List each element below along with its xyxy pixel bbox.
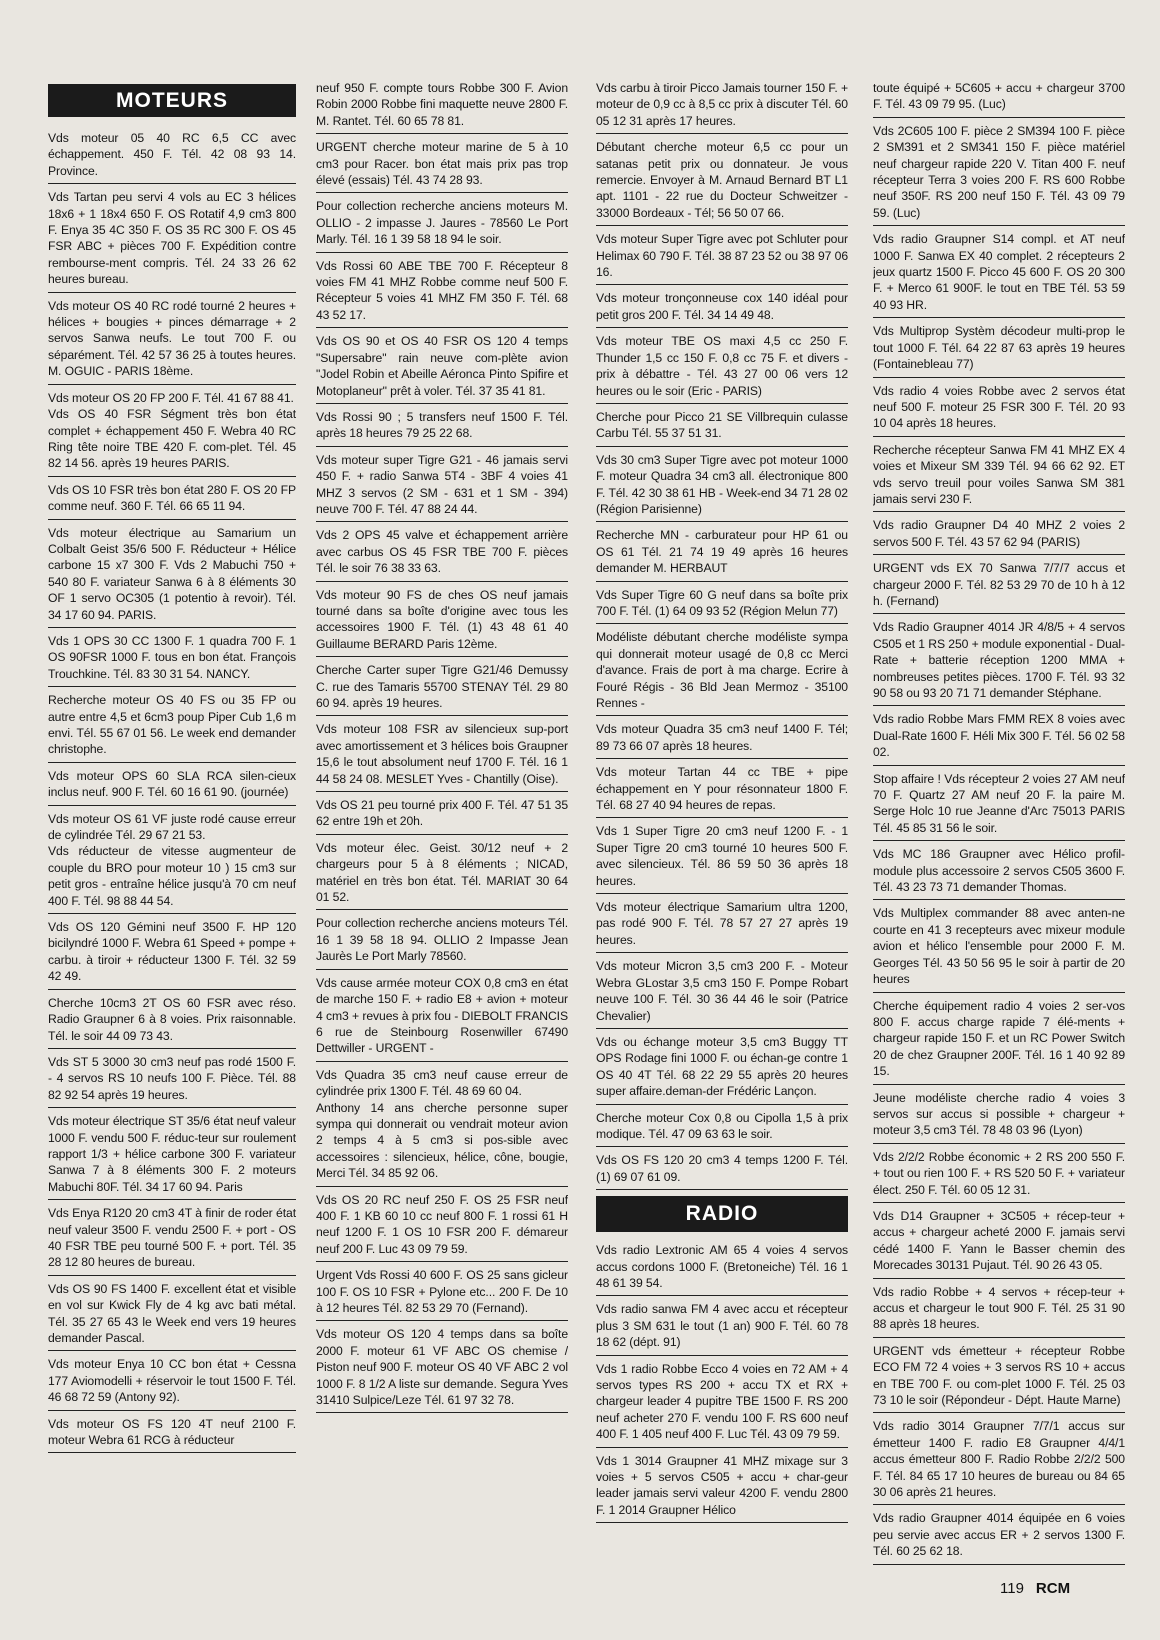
classified-ad: Vds moteur électrique ST 35/6 état neuf valeur 1000 F. vendu 500 F. réduc-teur sur roulement rapport 1/3 + hélice carbone 300 F. variateur Sanwa 7 à 8 éléments 300 F. 2 moteurs Mabuchi 80F. Tél. 34 17 60 94. Paris <box>48 1111 296 1200</box>
classified-ad: Modéliste débutant cherche modéliste sympa qui donnerait moteur usagé de 0,8 cc Merci d'avance. Frais de port à ma charge. Ecrire à Fouré Régis - 36 Bld Jean Mermoz - 35100 Rennes - <box>596 627 848 716</box>
ads-list <box>873 78 1125 1565</box>
page-number: 119 <box>1000 1580 1024 1597</box>
ads-list-radio <box>596 1240 848 1523</box>
classified-ad: Vds radio Lextronic AM 65 4 voies 4 servos accus cordons 1000 F. (Bretoneiche) Tél. 16 1 48 61 39 54. <box>596 1240 848 1296</box>
classified-ad: Cherche Carter super Tigre G21/46 Demussy C. rue des Tamaris 55700 STENAY Tél. 29 80 60 94. après 19 heures. <box>316 660 568 716</box>
classified-ad: Vds radio 4 voies Robbe avec 2 servos état neuf 500 F. moteur 25 FSR 300 F. Tél. 20 93 10 04 après 18 heures. <box>873 381 1125 437</box>
classified-ad: Recherche récepteur Sanwa FM 41 MHZ EX 4 voies et Mixeur SM 339 Tél. 94 66 62 92. ET vds servo treuil pour voiles Sanwa SM 381 jamais servi 230 F. <box>873 440 1125 513</box>
classified-ad: Pour collection recherche anciens moteurs M. OLLIO - 2 impasse J. Jaures - 78560 Le Port Marly. Tél. 16 1 39 58 18 94 le soir. <box>316 196 568 252</box>
classified-ad: Vds Rossi 90 ; 5 transfers neuf 1500 F. Tél. après 18 heures 79 25 22 68. <box>316 407 568 447</box>
classified-ad: Vds radio Graupner 4014 équipée en 6 voies peu servie avec accus ER + 2 servos 1300 F. Tél. 60 25 62 18. <box>873 1508 1125 1564</box>
classified-ad: Cherche pour Picco 21 SE Villbrequin culasse Carbu Tél. 55 37 51 31. <box>596 407 848 447</box>
classified-ad: Débutant cherche moteur 6,5 cc pour un satanas petit prix ou donnateur. Je vous remercie. Envoyer à M. Arnaud Bernard BT L1 apt. 1101 - 22 rue du Docteur Schweitzer - 33000 Bordeaux - Tél; 56 50 07 66. <box>596 137 848 226</box>
classified-ad: URGENT vds émetteur + récepteur Robbe ECO FM 72 4 voies + 3 servos RS 10 + accus en TBE 700 F. ou com-plet 1000 F. Tél. 25 03 73 10 le soir (Répondeur - Dépt. Haute Marne) <box>873 1341 1125 1414</box>
classified-ad: Vds carbu à tiroir Picco Jamais tourner 150 F. + moteur de 0,9 cc à 8,5 cc prix à discuter Tél. 60 05 12 31 après 17 heures. <box>596 78 848 134</box>
classified-ad: Vds radio Graupner S14 compl. et AT neuf 1000 F. Sanwa EX 40 complet. 2 récepteurs 2 jeux quartz 1500 F. Picco 45 600 F. OS 20 300 F. + Merco 61 900F. le tout en TBE Tél. 53 59 40 93 HR. <box>873 229 1125 318</box>
classified-ad: toute équipé + 5C605 + accu + chargeur 3700 F. Tél. 43 09 79 95. (Luc) <box>873 78 1125 118</box>
classified-ad: Vds radio Robbe + 4 servos + récep-teur + accus et chargeur le tout 900 F. Tél. 25 31 90 88 après 18 heures. <box>873 1282 1125 1338</box>
classified-ad: Vds Quadra 35 cm3 neuf cause erreur de cylindrée prix 1300 F. Tél. 48 69 60 04. Anthony 14 ans cherche personne super sympa qui donnerait ou vendrait moteur avion 2 temps 4 à 5 cm3 si pos-sible avec accessoires : silencieux, hélice, cône, bougie, Merci Tél. 34 85 92 06. <box>316 1065 568 1187</box>
classified-ad: Vds Radio Graupner 4014 JR 4/8/5 + 4 servos C505 et 1 RS 250 + module exponential - Dual-Rate + batterie réception 1200 MMA + nombreuses petites pièces. 1700 F. Tél. 93 32 90 58 ou 93 20 71 71 demander Stéphane. <box>873 617 1125 706</box>
classified-ad: Vds moteur élec. Geist. 30/12 neuf + 2 chargeurs pour 5 à 8 éléments ; NICAD, matériel en très bon état. Tél. MARIAT 30 64 01 52. <box>316 838 568 911</box>
ads-list <box>48 128 296 1453</box>
classified-ad: Vds radio Robbe Mars FMM REX 8 voies avec Dual-Rate 1600 F. Héli Mix 300 F. Tél. 56 02 58 02. <box>873 709 1125 765</box>
classified-ad: Vds moteur 90 FS de ches OS neuf jamais tourné dans sa boîte d'origine avec tous les accessoires 1900 F. Tél. (1) 43 48 61 40 Guillaume BERARD Paris 12ème. <box>316 585 568 658</box>
classified-ad: URGENT cherche moteur marine de 5 à 10 cm3 pour Racer. bon état mais prix pas trop élevé (essais) Tél. 43 74 28 93. <box>316 137 568 193</box>
classified-ad: Vds Tartan peu servi 4 vols au EC 3 hélices 18x6 + 1 18x4 650 F. OS Rotatif 4,9 cm3 800 F. Enya 35 4C 350 F. OS 35 RC 300 F. OS 45 FSR ABC + pièces 700 F. Expédition contre rembourse-ment compris. Tél. 24 33 26 62 heures bureau. <box>48 187 296 292</box>
classified-ad: Vds Multiprop Systèm décodeur multi-prop le tout 1000 F. Tél. 64 22 87 63 après 19 heures (Fontainebleau 77) <box>873 321 1125 377</box>
classified-ad: Vds moteur OS FS 120 4T neuf 2100 F. moteur Webra 61 RCG à réducteur <box>48 1414 296 1454</box>
classified-ad: Vds moteur OS 61 VF juste rodé cause erreur de cylindrée Tél. 29 67 21 53. Vds réducteur de vitesse augmenteur de couple du BRO pour moteur 10 ) 15 cm3 sur petit gros - entraîne hélice jusqu'à 70 cm neuf 400 F. Tél. 98 88 44 54. <box>48 809 296 914</box>
classified-ad: Vds moteur TBE OS maxi 4,5 cc 250 F. Thunder 1,5 cc 150 F. 0,8 cc 75 F. et divers - prix à débattre - Tél. 43 27 00 06 vers 12 heures ou le soir (Eric - PARIS) <box>596 331 848 404</box>
column-2 <box>316 78 568 1573</box>
classified-ad: Vds moteur tronçonneuse cox 140 idéal pour petit gros 200 F. Tél. 34 14 49 48. <box>596 288 848 328</box>
classified-ad: Vds OS 10 FSR très bon état 280 F. OS 20 FP comme neuf. 360 F. Tél. 66 65 11 94. <box>48 480 296 520</box>
classified-ad: Vds OS 90 et OS 40 FSR OS 120 4 temps "Supersabre" rain neuve com-plète avion "Jodel Robin et Abeille Aéronca Pinto Spifire et Motoplaneur" prêt à voler. Tél. 37 35 41 81. <box>316 331 568 404</box>
classified-ad: Vds OS 21 peu tourné prix 400 F. Tél. 47 51 35 62 entre 19h et 20h. <box>316 795 568 835</box>
classified-ad: Vds radio sanwa FM 4 avec accu et récepteur plus 3 SM 631 le tout (1 an) 900 F. Tél. 60 78 18 62 (dépt. 91) <box>596 1299 848 1355</box>
classified-ad: URGENT vds EX 70 Sanwa 7/7/7 accus et chargeur 2000 F. Tél. 82 53 29 70 de 10 h à 12 h. (Fernand) <box>873 558 1125 614</box>
classified-ad: Vds moteur super Tigre G21 - 46 jamais servi 450 F. + radio Sanwa 5T4 - 3BF 4 voies 41 MHZ 3 servos (2 SM - 631 et 1 SM - 394) neuve 700 F. Tél. 47 88 24 44. <box>316 450 568 523</box>
classified-ad: Jeune modéliste cherche radio 4 voies 3 servos sur accus si possible + chargeur + moteur 3,5 cm3 Tél. 78 48 03 96 (Lyon) <box>873 1088 1125 1144</box>
classified-ad: Vds moteur Micron 3,5 cm3 200 F. - Moteur Webra GLostar 3,5 cm3 150 F. Pompe Robart neuve 100 F. Tél. 30 36 44 46 le soir (Patrice Chevalier) <box>596 956 848 1029</box>
classified-ad: Vds Rossi 60 ABE TBE 700 F. Récepteur 8 voies FM 41 MHZ Robbe comme neuf 500 F. Récepteur 5 voies 41 MHZ FM 350 F. Tél. 68 43 52 17. <box>316 256 568 329</box>
classified-ad: Vds MC 186 Graupner avec Hélico profil-module plus accessoire 2 servos C505 3600 F. Tél. 43 23 73 71 demander Thomas. <box>873 844 1125 900</box>
classified-ad: Vds moteur OS 120 4 temps dans sa boîte 2000 F. moteur 61 VF ABC OS chemise / Piston neuf 900 F. moteur OS 40 VF ABC 2 vol 1000 F. 8 1/2 A liste sur demande. Segura Yves 31410 Sulpice/Leze Tél. 61 97 32 78. <box>316 1324 568 1413</box>
classified-ad: Stop affaire ! Vds récepteur 2 voies 27 AM neuf 70 F. Quartz 27 AM neuf 20 F. la paire M. Serge Holc 10 rue Jeanne d'Arc 75013 PARIS Tél. 45 85 31 56 le soir. <box>873 769 1125 842</box>
classified-ad: Vds 2C605 100 F. pièce 2 SM394 100 F. pièce 2 SM391 et 2 SM341 150 F. pièce matériel neuf chargeur rapide 220 V. Titan 400 F. neuf récepteur Terra 3 voies 200 F. RS 600 Robbe neuf 350F. RS 200 neuf 150 F. Tél. 43 09 79 59. (Luc) <box>873 121 1125 226</box>
classified-ad: Vds moteur Enya 10 CC bon état + Cessna 177 Aviomodelli + réservoir le tout 1500 F. Tél. 46 68 72 59 (Antony 92). <box>48 1354 296 1410</box>
classified-ad: Vds Super Tigre 60 G neuf dans sa boîte prix 700 F. Tél. (1) 64 09 93 52 (Région Melun 77) <box>596 585 848 625</box>
classified-ad: Vds moteur OS 40 RC rodé tourné 2 heures + hélices + bougies + pinces démarrage + 2 servos Sanwa neufs. Le tout 700 F. ou séparément. Tél. 42 57 36 25 à toutes heures. M. OGUIC - PARIS 18ème. <box>48 296 296 385</box>
classified-ad: Vds radio Graupner D4 40 MHZ 2 voies 2 servos 500 F. Tél. 43 57 62 94 (PARIS) <box>873 515 1125 555</box>
classified-ad: Vds Enya R120 20 cm3 4T à finir de roder état neuf valeur 3500 F. vendu 2500 F. + port - OS 40 FSR TBE peu tourné 500 F. + port. Tél. 35 28 12 80 heures de bureau. <box>48 1203 296 1276</box>
classified-ad: Vds D14 Graupner + 3C505 + récep-teur + accus + chargeur acheté 2000 F. jamais servi cédé 1400 F. Yann le Basser chemin des Morecades 30131 Pujaut. Tél. 90 26 43 05. <box>873 1206 1125 1279</box>
classified-ad: Vds 1 Super Tigre 20 cm3 neuf 1200 F. - 1 Super Tigre 20 cm3 tourné 10 heures 500 F. avec silencieux. Tél. 86 59 50 36 après 18 heures. <box>596 821 848 894</box>
classified-ad: Vds OS FS 120 20 cm3 4 temps 1200 F. Tél. (1) 69 07 61 09. <box>596 1150 848 1190</box>
classified-ad: Vds moteur électrique Samarium ultra 1200, pas rodé 900 F. Tél. 78 57 27 27 après 19 heures. <box>596 897 848 953</box>
page-footer <box>1000 1580 1070 1597</box>
classified-ad: Cherche moteur Cox 0,8 ou Cipolla 1,5 à prix modique. Tél. 47 09 63 63 le soir. <box>596 1108 848 1148</box>
classified-ad: Vds moteur 05 40 RC 6,5 CC avec échappement. 450 F. Tél. 42 08 93 14. Province. <box>48 128 296 184</box>
magazine-name: RCM <box>1035 1580 1071 1597</box>
section-heading-moteurs: MOTEURS <box>48 84 296 117</box>
classified-ad: Cherche équipement radio 4 voies 2 ser-vos 800 F. accus charge rapide 7 élé-ments + chargeur rapide 150 F. et un RC Power Switch 20 de chez Graupner 200F. Tél. 16 1 40 92 89 15. <box>873 996 1125 1085</box>
classified-ad: Vds 1 OPS 30 CC 1300 F. 1 quadra 700 F. 1 OS 90FSR 1000 F. tous en bon état. François Trouchkine. Tél. 83 30 31 54. NANCY. <box>48 631 296 687</box>
classified-ad: Vds radio 3014 Graupner 7/7/1 accus sur émetteur 1400 F. radio E8 Graupner 4/4/1 accus émetteur 800 F. Radio Robbe 2/2/2 500 F. Tél. 84 65 17 10 heures de bureau ou 84 65 30 06 après 21 heures. <box>873 1416 1125 1505</box>
classified-ad: Vds moteur électrique au Samarium un Colbalt Geist 35/6 500 F. Réducteur + Hélice carbone 15 x7 300 F. Vds 2 Mabuchi 750 + 540 80 F. variateur Sanwa 6 à 8 éléments 30 OF 1 servo OC305 (1 potentio à revoir). Tél. 34 17 60 94. PARIS. <box>48 523 296 628</box>
classified-ad: Cherche 10cm3 2T OS 60 FSR avec réso. Radio Graupner 6 à 8 voies. Prix raisonnable. Tél. le soir 44 09 73 43. <box>48 993 296 1049</box>
classified-ad: Vds 30 cm3 Super Tigre avec pot moteur 1000 F. moteur Quadra 34 cm3 all. électronique 800 F. Tél. 42 30 38 61 HB - Week-end 34 71 28 02 (Région Parisienne) <box>596 450 848 523</box>
classified-ad: Vds 2/2/2 Robbe économic + 2 RS 200 550 F. + tout ou rien 100 F. + RS 520 50 F. + variateur élect. 250 F. Tél. 60 05 12 31. <box>873 1147 1125 1203</box>
classified-ad: Recherche MN - carburateur pour HP 61 ou OS 61 Tél. 21 74 19 49 après 16 heures demander M. HERBAUT <box>596 525 848 581</box>
classified-ad: Vds ou échange moteur 3,5 cm3 Buggy TT OPS Rodage fini 1000 F. ou échan-ge contre 1 OS 40 4T Tél. 68 22 29 55 après 20 heures super affaire.deman-der Frédéric Lançon. <box>596 1032 848 1105</box>
classified-ad: Urgent Vds Rossi 40 600 F. OS 25 sans gicleur 100 F. OS 10 FSR + Pylone etc... 200 F. De 10 à 12 heures Tél. 82 53 29 70 (Fernand). <box>316 1265 568 1321</box>
classified-ad: Vds 1 radio Robbe Ecco 4 voies en 72 AM + 4 servos types RS 200 + accu TX et RX + chargeur leader 4 pupitre TBE 1500 F. RS 200 neuf acheter 270 F. vendu 100 F. RS 600 neuf 400 F. 1 405 neuf 400 F. Luc Tél. 43 09 79 59. <box>596 1359 848 1448</box>
ads-list <box>316 78 568 1413</box>
section-heading-radio: RADIO <box>596 1196 848 1232</box>
classified-ad: Vds moteur 108 FSR av silencieux sup-port avec amortissement et 3 hélices bois Graupner 15,6 le tout absolument neuf 1700 F. Tél. 16 1 44 58 24 08. MESLET Yves - Chantilly (Oise). <box>316 719 568 792</box>
ads-list <box>596 78 848 1190</box>
classified-ad: Vds ST 5 3000 30 cm3 neuf pas rodé 1500 F. - 4 servos RS 10 neufs 100 F. Pièce. Tél. 88 82 92 54 après 19 heures. <box>48 1052 296 1108</box>
classified-ad: Pour collection recherche anciens moteurs Tél. 16 1 39 58 18 94. OLLIO 2 Impasse Jean Jaurès Le Port Marly 78560. <box>316 913 568 969</box>
classified-ad: Vds OS 120 Gémini neuf 3500 F. HP 120 bicilyndré 1000 F. Webra 61 Speed + pompe + carbu. à tiroir + réducteur 1300 F. Tél. 32 59 42 49. <box>48 917 296 990</box>
classified-ad: Vds moteur Tartan 44 cc TBE + pipe échappement en Y pour résonnateur 1800 F. Tél. 68 27 40 94 heures de repas. <box>596 762 848 818</box>
column-3 <box>596 78 848 1573</box>
classified-ad: Vds moteur OPS 60 SLA RCA silen-cieux inclus neuf. 900 F. Tél. 60 16 61 90. (journée) <box>48 766 296 806</box>
classified-ad: Vds OS 20 RC neuf 250 F. OS 25 FSR neuf 400 F. 1 KB 60 10 cc neuf 800 F. 1 rossi 61 H neuf 1200 F. 1 OS 10 FSR 200 F. démareur neuf 200 F. Luc 43 09 79 59. <box>316 1190 568 1263</box>
classified-ad: Vds moteur OS 20 FP 200 F. Tél. 41 67 88 41. Vds OS 40 FSR Ségment très bon état complet + échappement 450 F. Webra 40 RC Ring tête noire TBE 420 F. com-plet. Tél. 45 82 14 56. après 19 heures PARIS. <box>48 388 296 477</box>
classified-ad: Vds OS 90 FS 1400 F. excellent état et visible en vol sur Kwick Fly de 4 kg avc bati métal. Tél. 35 27 65 43 le Week end vers 19 heures demander Pascal. <box>48 1279 296 1352</box>
classified-ad: Vds Multiplex commander 88 avec anten-ne courte en 41 3 recepteurs avec mixeur module avion et hélico l'ensemble pour 2000 F. M. Georges Tél. 43 50 56 95 le soir à partir de 20 heures <box>873 903 1125 992</box>
column-1 <box>48 84 296 1579</box>
column-4 <box>873 78 1125 1573</box>
classified-ad: Vds moteur Quadra 35 cm3 neuf 1400 F. Tél; 89 73 66 07 après 18 heures. <box>596 719 848 759</box>
classified-ad: Recherche moteur OS 40 FS ou 35 FP ou autre entre 4,5 et 6cm3 poup Piper Cub 1,6 m envi. Tél. 55 67 01 56. Le week end demander christophe. <box>48 690 296 763</box>
classified-ad: Vds moteur Super Tigre avec pot Schluter pour Helimax 60 790 F. Tél. 38 87 23 52 ou 38 97 06 16. <box>596 229 848 285</box>
classified-ad: Vds 1 3014 Graupner 41 MHZ mixage sur 3 voies + 5 servos C505 + accu + char-geur leader jamais servi valeur 4200 F. vendu 2800 F. 1 2014 Graupner Hélico <box>596 1451 848 1524</box>
classified-ad: Vds cause armée moteur COX 0,8 cm3 en état de marche 150 F. + radio E8 + avion + moteur 4 cm3 + revues à prix fou - DIEBOLT FRANCIS 6 rue de Steinbourg Rosenwiller 67490 Dettwiller - URGENT - <box>316 973 568 1062</box>
classified-ad: Vds 2 OPS 45 valve et échappement arrière avec carbus OS 45 FSR TBE 700 F. pièces Tél. le soir 76 38 33 63. <box>316 525 568 581</box>
classified-ad: neuf 950 F. compte tours Robbe 300 F. Avion Robin 2000 Robbe fini maquette neuve 2800 F. M. Rantet. Tél. 60 65 78 81. <box>316 78 568 134</box>
